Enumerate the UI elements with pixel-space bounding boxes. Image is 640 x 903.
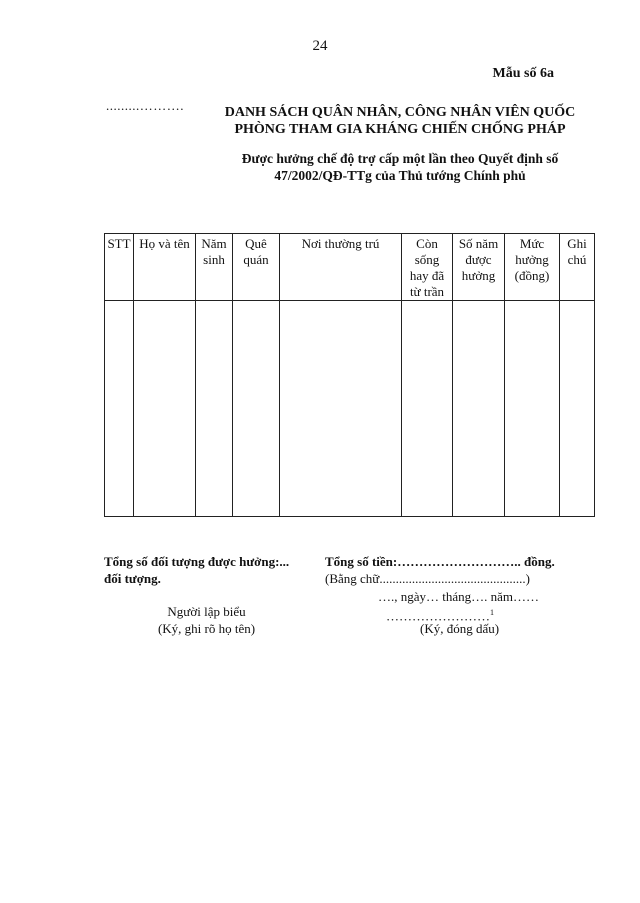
header-residence: Nơi thường trú <box>280 234 402 301</box>
header-notes: Ghi chú <box>560 234 595 301</box>
header-hometown: Quê quán <box>233 234 280 301</box>
header-years-entitled: Số năm được hưởng <box>453 234 505 301</box>
total-money-dots: ……………………….. đồng. <box>397 554 555 569</box>
table-header-row <box>105 234 595 301</box>
date-line: …., ngày… tháng…. năm…… <box>378 589 540 604</box>
title-line-2: PHÒNG THAM GIA KHÁNG CHIẾN CHỐNG PHÁP <box>234 122 566 137</box>
table-row <box>105 301 595 517</box>
header-birth-year: Năm sinh <box>196 234 233 301</box>
subtitle-line-1: Được hưởng chế độ trợ cấp một lần theo Quyết định số <box>241 151 559 166</box>
sign-stamp-note: (Ký, đóng dấu) <box>420 621 500 636</box>
cell-stt <box>105 301 134 517</box>
cell-hometown <box>233 301 280 517</box>
subtitle-line-2: 47/2002/QĐ-TTg của Thủ tướng Chính phủ <box>274 168 526 183</box>
header-stt: STT <box>105 234 134 301</box>
title-line-1: DANH SÁCH QUÂN NHÂN, CÔNG NHÂN VIÊN QUỐC <box>224 105 576 120</box>
cell-amount <box>505 301 560 517</box>
footnote-mark: 1 <box>490 608 494 617</box>
total-objects: Tổng số đối tượng được hưởng:... đối tượng. <box>104 554 290 586</box>
header-full-name: Họ và tên <box>134 234 196 301</box>
document-subtitle <box>180 150 620 184</box>
amount-in-words: (Bằng chữ.............................................) <box>325 571 530 586</box>
cell-residence <box>280 301 402 517</box>
beneficiary-table <box>104 233 595 517</box>
cell-full-name <box>134 301 196 517</box>
cell-notes <box>560 301 595 517</box>
document-title <box>180 104 620 138</box>
total-money <box>325 553 555 570</box>
cell-years-entitled <box>453 301 505 517</box>
cell-birth-year <box>196 301 233 517</box>
signatory-dots-text: …………………… <box>386 608 490 624</box>
header-amount: Mức hưởng (đồng) <box>505 234 560 301</box>
cell-alive-or-deceased <box>402 301 453 517</box>
page-number: 24 <box>312 38 328 54</box>
header-alive-or-deceased: Còn sống hay đã từ trần <box>402 234 453 301</box>
organization-placeholder: .........………. <box>106 98 184 113</box>
preparer-label: Người lập biểu <box>167 604 246 619</box>
preparer-note: (Ký, ghi rõ họ tên) <box>157 621 256 636</box>
total-money-label: Tổng số tiền: <box>325 554 398 569</box>
form-code: Mẫu số 6a <box>492 66 554 81</box>
